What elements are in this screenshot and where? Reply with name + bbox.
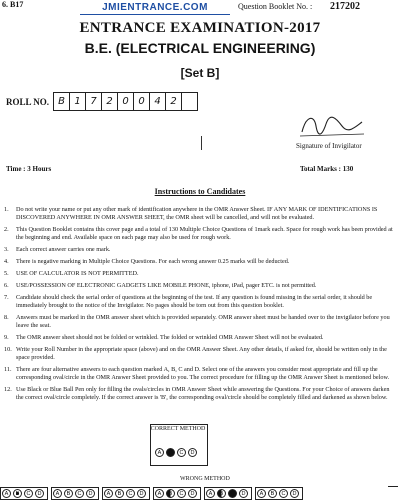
total-marks-label: Total Marks : 130 xyxy=(300,165,354,173)
answer-bubble: C xyxy=(228,489,237,498)
list-item xyxy=(4,206,394,222)
roll-digit-box[interactable] xyxy=(181,92,198,111)
site-watermark: JMIENTRANCE.COM xyxy=(102,2,208,13)
answer-bubble: A xyxy=(53,489,62,498)
instruction-text: Answers must be marked in the OMR answer sheet which is provided separately. OMR answer sheet must be handed over to the invigilator before you leave the seat. xyxy=(16,314,390,329)
wrong-method-label: WRONG METHOD xyxy=(180,476,230,482)
instruction-number: 9. xyxy=(4,334,9,341)
roll-digit-box[interactable]: B xyxy=(53,92,70,111)
instruction-number: 4. xyxy=(4,258,9,265)
instruction-text: There is negative marking in Multiple Choice Questions. For each wrong answer 0.25 marks will be deducted. xyxy=(16,258,290,265)
instruction-text: Do not write your name or put any other mark of identification anywhere in the OMR Answer Sheet. IF ANY MARK OF IDENTIFICATIONS IS DISCOVERED ANYWHERE IN OMR ANSWER SHEET, the OMR sheet will be cancelled, and will not be evaluated. xyxy=(16,206,378,221)
answer-bubble: C xyxy=(279,489,288,498)
answer-bubble: C xyxy=(126,489,135,498)
list-item xyxy=(4,294,394,310)
pen-mark xyxy=(201,136,202,150)
instruction-text: Each correct answer carries one mark. xyxy=(16,246,111,253)
answer-bubble: B xyxy=(217,489,226,498)
instruction-text: The OMR answer sheet should not be folded or wrinkled. The folded or wrinkled OMR Answer Sheet will not be evaluated. xyxy=(16,334,324,341)
wrong-method-group xyxy=(0,487,48,500)
roll-number-boxes xyxy=(54,92,198,111)
list-item xyxy=(4,366,394,382)
answer-bubble: D xyxy=(86,489,95,498)
instruction-text: This Question Booklet contains this cover page and a total of 130 Multiple Choice Questions of 1mark each. Space for rough work has been provided at the beginning and end. Available space on each page may also be used for rough work. xyxy=(16,226,393,241)
answer-bubble: A xyxy=(2,489,11,498)
instruction-text: There are four alternative answers to each question marked A, B, C and D. Select one of the answers you consider most appropriate and fill up the corresponding oval/circle in the OMR Answer Sheet provided to you. The correct procedure for filling up the OMR Answer Sheet is mentioned below. xyxy=(16,366,390,381)
roll-digit-box[interactable]: 2 xyxy=(165,92,182,111)
answer-bubble: C xyxy=(177,489,186,498)
instructions-list xyxy=(4,206,394,406)
answer-bubble: C xyxy=(177,448,186,457)
answer-bubble: B xyxy=(13,489,22,498)
exam-subtitle: B.E. (ELECTRICAL ENGINEERING) xyxy=(84,40,316,56)
instruction-number: 12. xyxy=(4,386,12,393)
instruction-number: 11. xyxy=(4,366,12,373)
answer-bubble: D xyxy=(188,489,197,498)
answer-bubble: B xyxy=(268,489,277,498)
instruction-number: 5. xyxy=(4,270,9,277)
answer-bubble: A xyxy=(206,489,215,498)
list-item xyxy=(4,346,394,362)
list-item xyxy=(4,258,394,266)
answer-bubble: A xyxy=(104,489,113,498)
answer-bubble: D xyxy=(188,448,197,457)
correct-method-label: CORRECT METHOD xyxy=(150,426,206,432)
list-item xyxy=(4,270,394,278)
instruction-number: 7. xyxy=(4,294,9,301)
roll-digit-box[interactable]: 0 xyxy=(117,92,134,111)
set-label: [Set B] xyxy=(180,66,220,80)
instruction-number: 6. xyxy=(4,282,9,289)
answer-bubble: B xyxy=(115,489,124,498)
answer-bubble: C xyxy=(75,489,84,498)
list-item xyxy=(4,386,394,402)
correct-method-bubbles xyxy=(155,448,199,457)
roll-digit-box[interactable]: 1 xyxy=(69,92,86,111)
list-item xyxy=(4,246,394,254)
exam-title: ENTRANCE EXAMINATION-2017 xyxy=(79,20,321,36)
answer-bubble: D xyxy=(35,489,44,498)
roll-number-label: ROLL NO. xyxy=(6,97,50,107)
wrong-method-group xyxy=(102,487,150,500)
wrong-method-group xyxy=(255,487,303,500)
answer-bubble: A xyxy=(155,448,164,457)
answer-bubble: D xyxy=(239,489,248,498)
answer-bubble: B xyxy=(166,489,175,498)
instructions-title: Instructions to Candidates xyxy=(154,187,246,196)
page-dash xyxy=(388,486,398,487)
answer-bubble-filled: B xyxy=(166,448,175,457)
roll-digit-box[interactable]: 4 xyxy=(149,92,166,111)
instruction-text: Use Black or Blue Ball Pen only for filling the ovals/circles in OMR Answer Sheet while answering the Questions. For your Choice of answers darken the correct oval/circle completely. If the correct answer is 'B', the corresponding oval/circle should be completely filled and darkened as shown below. xyxy=(16,386,390,401)
instruction-number: 8. xyxy=(4,314,9,321)
answer-bubble: B xyxy=(64,489,73,498)
wrong-method-group xyxy=(153,487,201,500)
roll-digit-box[interactable]: 2 xyxy=(101,92,118,111)
instruction-number: 1. xyxy=(4,206,9,213)
answer-bubble: D xyxy=(137,489,146,498)
instruction-text: Candidate should check the serial order of questions at the beginning of the test. If any question is found missing in the serial order, it should be immediately brought to the notice of the Invigilator. No pages should be torn out from this question booklet. xyxy=(16,294,373,309)
watermark-underline xyxy=(80,14,230,15)
wrong-method-examples xyxy=(0,487,306,500)
wrong-method-group xyxy=(51,487,99,500)
list-item xyxy=(4,282,394,290)
roll-digit-box[interactable]: 7 xyxy=(85,92,102,111)
answer-bubble: A xyxy=(257,489,266,498)
list-item xyxy=(4,334,394,342)
invigilator-label: Signature of Invigilator xyxy=(296,142,362,150)
list-item xyxy=(4,226,394,242)
time-label: Time : 3 Hours xyxy=(6,165,52,173)
booklet-number: 217202 xyxy=(330,1,360,12)
answer-bubble: C xyxy=(24,489,33,498)
instruction-text: Write your Roll Number in the appropriate space (above) and on the OMR Answer Sheet. Any other details, if asked for, should be written only in the space provided. xyxy=(16,346,387,361)
paper-code: 6. B17 xyxy=(2,0,24,9)
list-item xyxy=(4,314,394,330)
roll-digit-box[interactable]: 0 xyxy=(133,92,150,111)
wrong-method-group xyxy=(204,487,252,500)
instruction-number: 10. xyxy=(4,346,12,353)
answer-bubble: D xyxy=(290,489,299,498)
booklet-number-label: Question Booklet No. : xyxy=(238,2,313,11)
answer-bubble: A xyxy=(155,489,164,498)
invigilator-signature xyxy=(296,110,366,142)
instruction-text: USE OF CALCULATOR IS NOT PERMITTED. xyxy=(16,270,139,277)
instruction-number: 2. xyxy=(4,226,9,233)
instruction-number: 3. xyxy=(4,246,9,253)
instruction-text: USE/POSSESSION OF ELECTRONIC GADGETS LIKE MOBILE PHONE, iphone, iPad, pager ETC. is not permitted. xyxy=(16,282,317,289)
